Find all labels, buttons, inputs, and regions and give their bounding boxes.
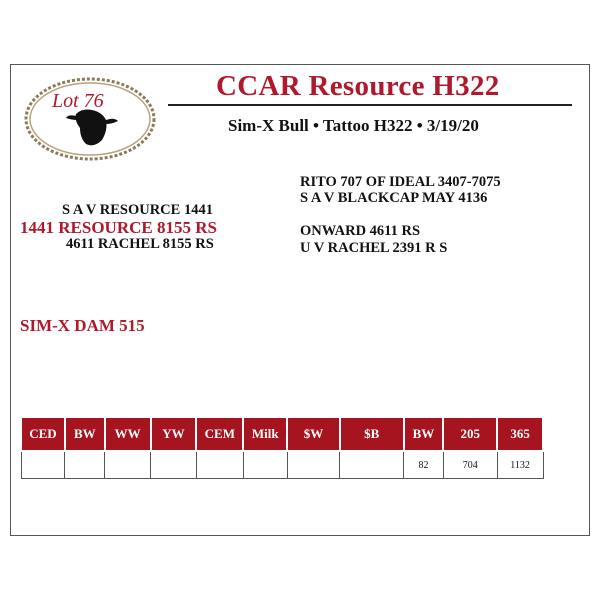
epd-cell bbox=[105, 451, 151, 479]
sire-sire: S A V RESOURCE 1441 bbox=[62, 202, 213, 218]
bull-head-icon bbox=[66, 110, 118, 146]
epd-header: YW bbox=[151, 417, 197, 451]
epd-cell bbox=[151, 451, 197, 479]
epd-cell bbox=[65, 451, 105, 479]
sire-sire-dam: S A V BLACKCAP MAY 4136 bbox=[300, 190, 488, 206]
epd-header: $W bbox=[287, 417, 340, 451]
title-divider bbox=[168, 104, 572, 106]
lot-logo bbox=[22, 74, 158, 164]
epd-header: Milk bbox=[243, 417, 287, 451]
epd-cell bbox=[196, 451, 243, 479]
sire-sire-sire: RITO 707 OF IDEAL 3407-7075 bbox=[300, 174, 501, 190]
epd-cell: 704 bbox=[443, 451, 497, 479]
epd-cell bbox=[21, 451, 65, 479]
epd-cell bbox=[340, 451, 404, 479]
epd-header: 205 bbox=[443, 417, 497, 451]
epd-cell bbox=[243, 451, 287, 479]
epd-header: $B bbox=[340, 417, 404, 451]
epd-value-row bbox=[21, 451, 543, 479]
sire: 1441 RESOURCE 8155 RS bbox=[20, 218, 217, 237]
epd-cell: 1132 bbox=[497, 451, 543, 479]
epd-header: BW bbox=[65, 417, 105, 451]
epd-cell bbox=[287, 451, 340, 479]
epd-header: 365 bbox=[497, 417, 543, 451]
epd-header: BW bbox=[404, 417, 444, 451]
sire-dam: 4611 RACHEL 8155 RS bbox=[66, 236, 214, 252]
page-title: CCAR Resource H322 bbox=[216, 70, 500, 102]
epd-table bbox=[20, 416, 544, 479]
sire-dam-sire: ONWARD 4611 RS bbox=[300, 223, 421, 239]
epd-header: CED bbox=[21, 417, 65, 451]
epd-header: WW bbox=[105, 417, 151, 451]
epd-header: CEM bbox=[196, 417, 243, 451]
lot-number: Lot 76 bbox=[52, 90, 104, 112]
animal-subtitle: Sim-X Bull • Tattoo H322 • 3/19/20 bbox=[228, 116, 479, 135]
dam: SIM-X DAM 515 bbox=[20, 316, 145, 335]
epd-cell: 82 bbox=[404, 451, 444, 479]
epd-header-row bbox=[21, 417, 543, 451]
sire-dam-dam: U V RACHEL 2391 R S bbox=[300, 240, 448, 256]
